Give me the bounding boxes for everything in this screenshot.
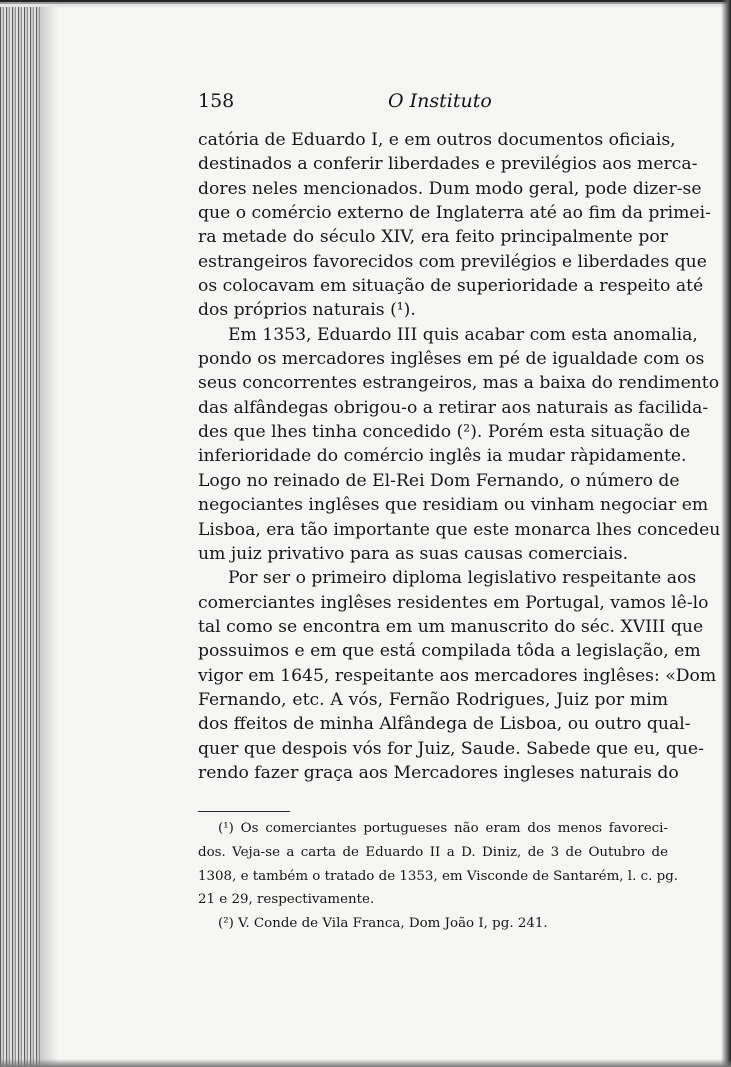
text-line: os colocavam em situação de superioridade a respeito até [198,276,704,297]
footnotes [198,817,679,936]
text-line: ra metade do século XIV, era feito principalmente por [198,227,668,248]
book-gutter-edge [0,0,40,1067]
footnote-rule [198,811,290,812]
text-line: Por ser o primeiro diploma legislativo respeitante aos [228,568,697,589]
text-line: dos próprios naturais (¹). [198,300,416,321]
footnote-line: dos. Veja-se a carta de Eduardo II a D. Diniz, de 3 de Outubro de [198,844,668,860]
text-line: estrangeiros favorecidos com previlégios e liberdades que [198,251,707,272]
page-number: 158 [198,90,235,112]
text-line: Lisboa, era tão importante que este monarca lhes concedeu [198,519,721,540]
text-line: Logo no reinado de El-Rei Dom Fernando, o número de [198,470,680,491]
text-line: pondo os mercadores inglêses em pé de igualdade com os [198,349,705,370]
text-line: comerciantes inglêses residentes em Portugal, vamos lê-lo [198,592,709,613]
text-line: que o comércio externo de Inglaterra até ao fim da primei- [198,203,711,224]
text-line: catória de Eduardo I, e em outros documentos oficiais, [198,130,676,150]
text-line: vigor em 1645, respeitante aos mercadores inglêses: «Dom [198,665,717,686]
text-line: Em 1353, Eduardo III quis acabar com esta anomalia, [228,324,698,345]
running-title: O Instituto [388,90,492,112]
text-line: Fernando, etc. A vós, Fernão Rodrigues, Juiz por mim [198,689,668,710]
text-line: dos ffeitos de minha Alfândega de Lisboa, ou outro qual- [198,714,691,735]
page-top-edge [0,0,731,7]
page-header [198,90,668,116]
footnote-line: (¹) Os comerciantes portugueses não eram dos menos favoreci- [218,821,668,836]
text-line: um juiz privativo para as suas causas comerciais. [198,543,629,564]
text-line: possuimos e em que está compilada tôda a legislação, em [198,641,701,662]
page-bottom-edge [0,1059,731,1067]
text-line: das alfândegas obrigou-o a retirar aos naturais as facilida- [198,397,709,418]
footnote-line: (²) V. Conde de Vila Franca, Dom João I, pg. 241. [218,916,548,932]
text-line: seus concorrentes estrangeiros, mas a baixa do rendimento [198,373,720,394]
footnote-line: 1308, e também o tratado de 1353, em Visconde de Santarém, l. c. pg. [198,868,679,884]
text-line: negociantes inglêses que residiam ou vinham negociar em [198,495,709,516]
text-line: quer que despois vós for Juiz, Saude. Sabede que eu, que- [198,738,704,759]
text-line: rendo fazer graça aos Mercadores ingleses naturais do [198,762,679,783]
gutter-shadow [40,0,58,1067]
text-line: dores neles mencionados. Dum modo geral, pode dizer-se [198,178,702,199]
text-line: tal como se encontra em um manuscrito do séc. XVIII que [198,616,704,637]
footnote-line: 21 e 29, respectivamente. [198,892,375,908]
body-text [198,128,721,785]
text-line: inferioridade do comércio inglês ia mudar ràpidamente. [198,446,687,467]
text-line: des que lhes tinha concedido (²). Porém esta situação de [198,422,691,443]
text-line: destinados a conferir liberdades e previlégios aos merca- [198,154,698,175]
page-right-edge [721,0,731,1067]
